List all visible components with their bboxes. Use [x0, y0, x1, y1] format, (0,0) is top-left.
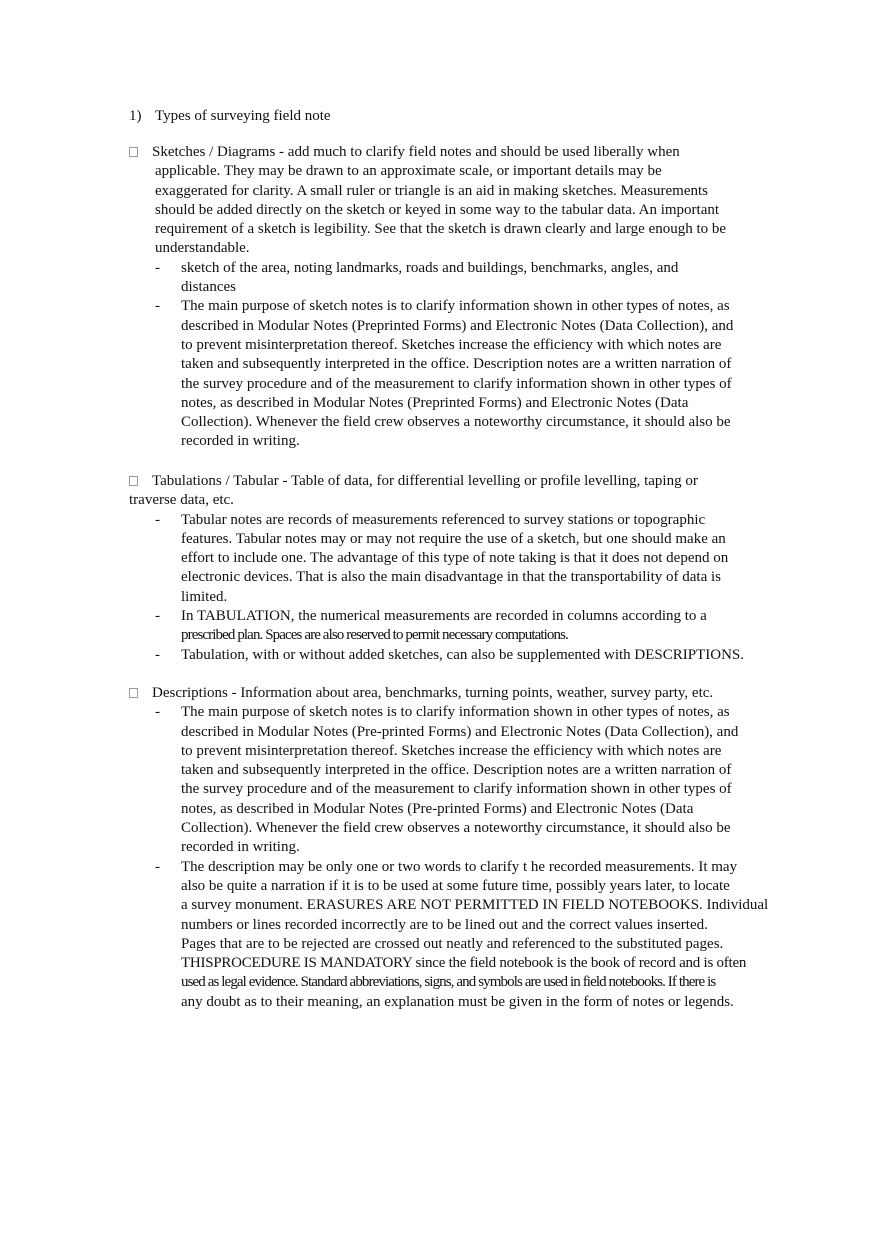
list-item-line: to prevent misinterpretation thereof. Sketches increase the efficiency with which notes are: [181, 336, 722, 353]
list-item-line: limited.: [181, 588, 228, 605]
list-item-line: notes, as described in Modular Notes (Preprinted Forms) and Electronic Notes (Data: [181, 394, 689, 411]
list-item-line: Pages that are to be rejected are crossed out neatly and referenced to the substituted pages.: [181, 935, 724, 952]
section-line: traverse data, etc.: [129, 492, 234, 509]
list-item-line: Collection). Whenever the field crew observes a noteworthy circumstance, it should also be: [181, 820, 731, 837]
section-first-line: Tabulations / Tabular - Table of data, for differential levelling or profile levelling, taping or: [129, 472, 809, 491]
dash-marker: -: [155, 511, 160, 528]
bullet-box-icon: [129, 688, 138, 698]
section-tabulations: [129, 472, 809, 665]
dash-marker: -: [155, 298, 160, 315]
list-item-line: Tabulation, with or without added sketches, can also be supplemented with DESCRIPTIONS.: [181, 646, 745, 663]
section-first-line: Descriptions - Information about area, benchmarks, turning points, weather, survey party, etc.: [129, 684, 809, 703]
list-item-line: Tabular notes are records of measurements referenced to survey stations or topographic: [181, 511, 706, 528]
list-item-line: the survey procedure and of the measurement to clarify information shown in other types of: [181, 375, 732, 392]
section-line: requirement of a sketch is legibility. See that the sketch is drawn clearly and large enough to be: [155, 221, 727, 238]
list-item-line: taken and subsequently interpreted in the office. Description notes are a written narration of: [181, 356, 732, 373]
section-line: applicable. They may be drawn to an approximate scale, or important details may be: [155, 163, 662, 180]
list-item-line: Collection). Whenever the field crew observes a noteworthy circumstance, it should also be: [181, 414, 731, 431]
list-item-line: prescribed plan. Spaces are also reserved to permit necessary computations.: [181, 627, 568, 644]
dash-marker: -: [155, 704, 160, 721]
list-item-line: The description may be only one or two words to clarify t he recorded measurements. It may: [181, 858, 738, 875]
list-item-line: to prevent misinterpretation thereof. Sketches increase the efficiency with which notes are: [181, 742, 722, 759]
section-sketches: [129, 143, 809, 452]
list-item-line: notes, as described in Modular Notes (Pre-printed Forms) and Electronic Notes (Data: [181, 800, 694, 817]
list-item-line: electronic devices. That is also the main disadvantage in that the transportability of data is: [181, 569, 721, 586]
section-line: understandable.: [155, 240, 250, 257]
dash-marker: -: [155, 858, 160, 875]
list-item-line: described in Modular Notes (Pre-printed Forms) and Electronic Notes (Data Collection), and: [181, 723, 739, 740]
list-item: [155, 703, 809, 857]
list-item-line: sketch of the area, noting landmarks, roads and buildings, benchmarks, angles, and: [181, 259, 679, 276]
list-item-line: also be quite a narration if it is to be used at some future time, possibly years later, to locate: [181, 877, 730, 894]
list-item-line: any doubt as to their meaning, an explanation must be given in the form of notes or legends.: [181, 993, 734, 1010]
list-item-line: distances: [181, 279, 236, 296]
list-item-line: taken and subsequently interpreted in the office. Description notes are a written narration of: [181, 762, 732, 779]
list-item-line: In TABULATION, the numerical measurements are recorded in columns according to a: [181, 608, 707, 625]
list-item-line: recorded in writing.: [181, 839, 300, 856]
list-item: [155, 297, 809, 451]
section-line: should be added directly on the sketch or keyed in some way to the tabular data. An important: [155, 201, 720, 218]
list-item-line: numbers or lines recorded incorrectly are to be lined out and the correct values inserted.: [181, 916, 708, 933]
list-item-line: THISPROCEDURE IS MANDATORY since the field notebook is the book of record and is often: [181, 955, 747, 972]
list-item: [155, 607, 809, 646]
list-item-line: a survey monument. ERASURES ARE NOT PERMITTED IN FIELD NOTEBOOKS. Individual: [181, 897, 769, 914]
heading-text: Types of surveying field note: [155, 108, 331, 124]
list-item: [155, 858, 809, 1012]
list-item-line: The main purpose of sketch notes is to clarify information shown in other types of notes, as: [181, 704, 730, 721]
list-item: [155, 646, 809, 665]
page-heading: [129, 106, 331, 126]
list-item-line: effort to include one. The advantage of this type of note taking is that it does not depend on: [181, 550, 729, 567]
heading-number: 1): [129, 108, 142, 124]
section-descriptions: [129, 684, 809, 1012]
list-item-line: the survey procedure and of the measurement to clarify information shown in other types of: [181, 781, 732, 798]
dash-marker: -: [155, 646, 160, 663]
list-item: [155, 259, 809, 298]
bullet-box-icon: [129, 147, 138, 157]
list-item-line: features. Tabular notes may or may not require the use of a sketch, but one should make an: [181, 530, 726, 547]
section-line: exaggerated for clarity. A small ruler or triangle is an aid in making sketches. Measurements: [155, 182, 709, 199]
dash-marker: -: [155, 608, 160, 625]
list-item-line: The main purpose of sketch notes is to clarify information shown in other types of notes, as: [181, 298, 730, 315]
list-item-line: recorded in writing.: [181, 433, 300, 450]
list-item: [155, 511, 809, 607]
dash-marker: -: [155, 259, 160, 276]
list-item-line: described in Modular Notes (Preprinted Forms) and Electronic Notes (Data Collection), and: [181, 317, 734, 334]
list-item-line: used as legal evidence. Standard abbreviations, signs, and symbols are used in field notebooks. If there is: [181, 974, 716, 991]
section-first-line: Sketches / Diagrams - add much to clarify field notes and should be used liberally when: [129, 143, 809, 162]
bullet-box-icon: [129, 476, 138, 486]
